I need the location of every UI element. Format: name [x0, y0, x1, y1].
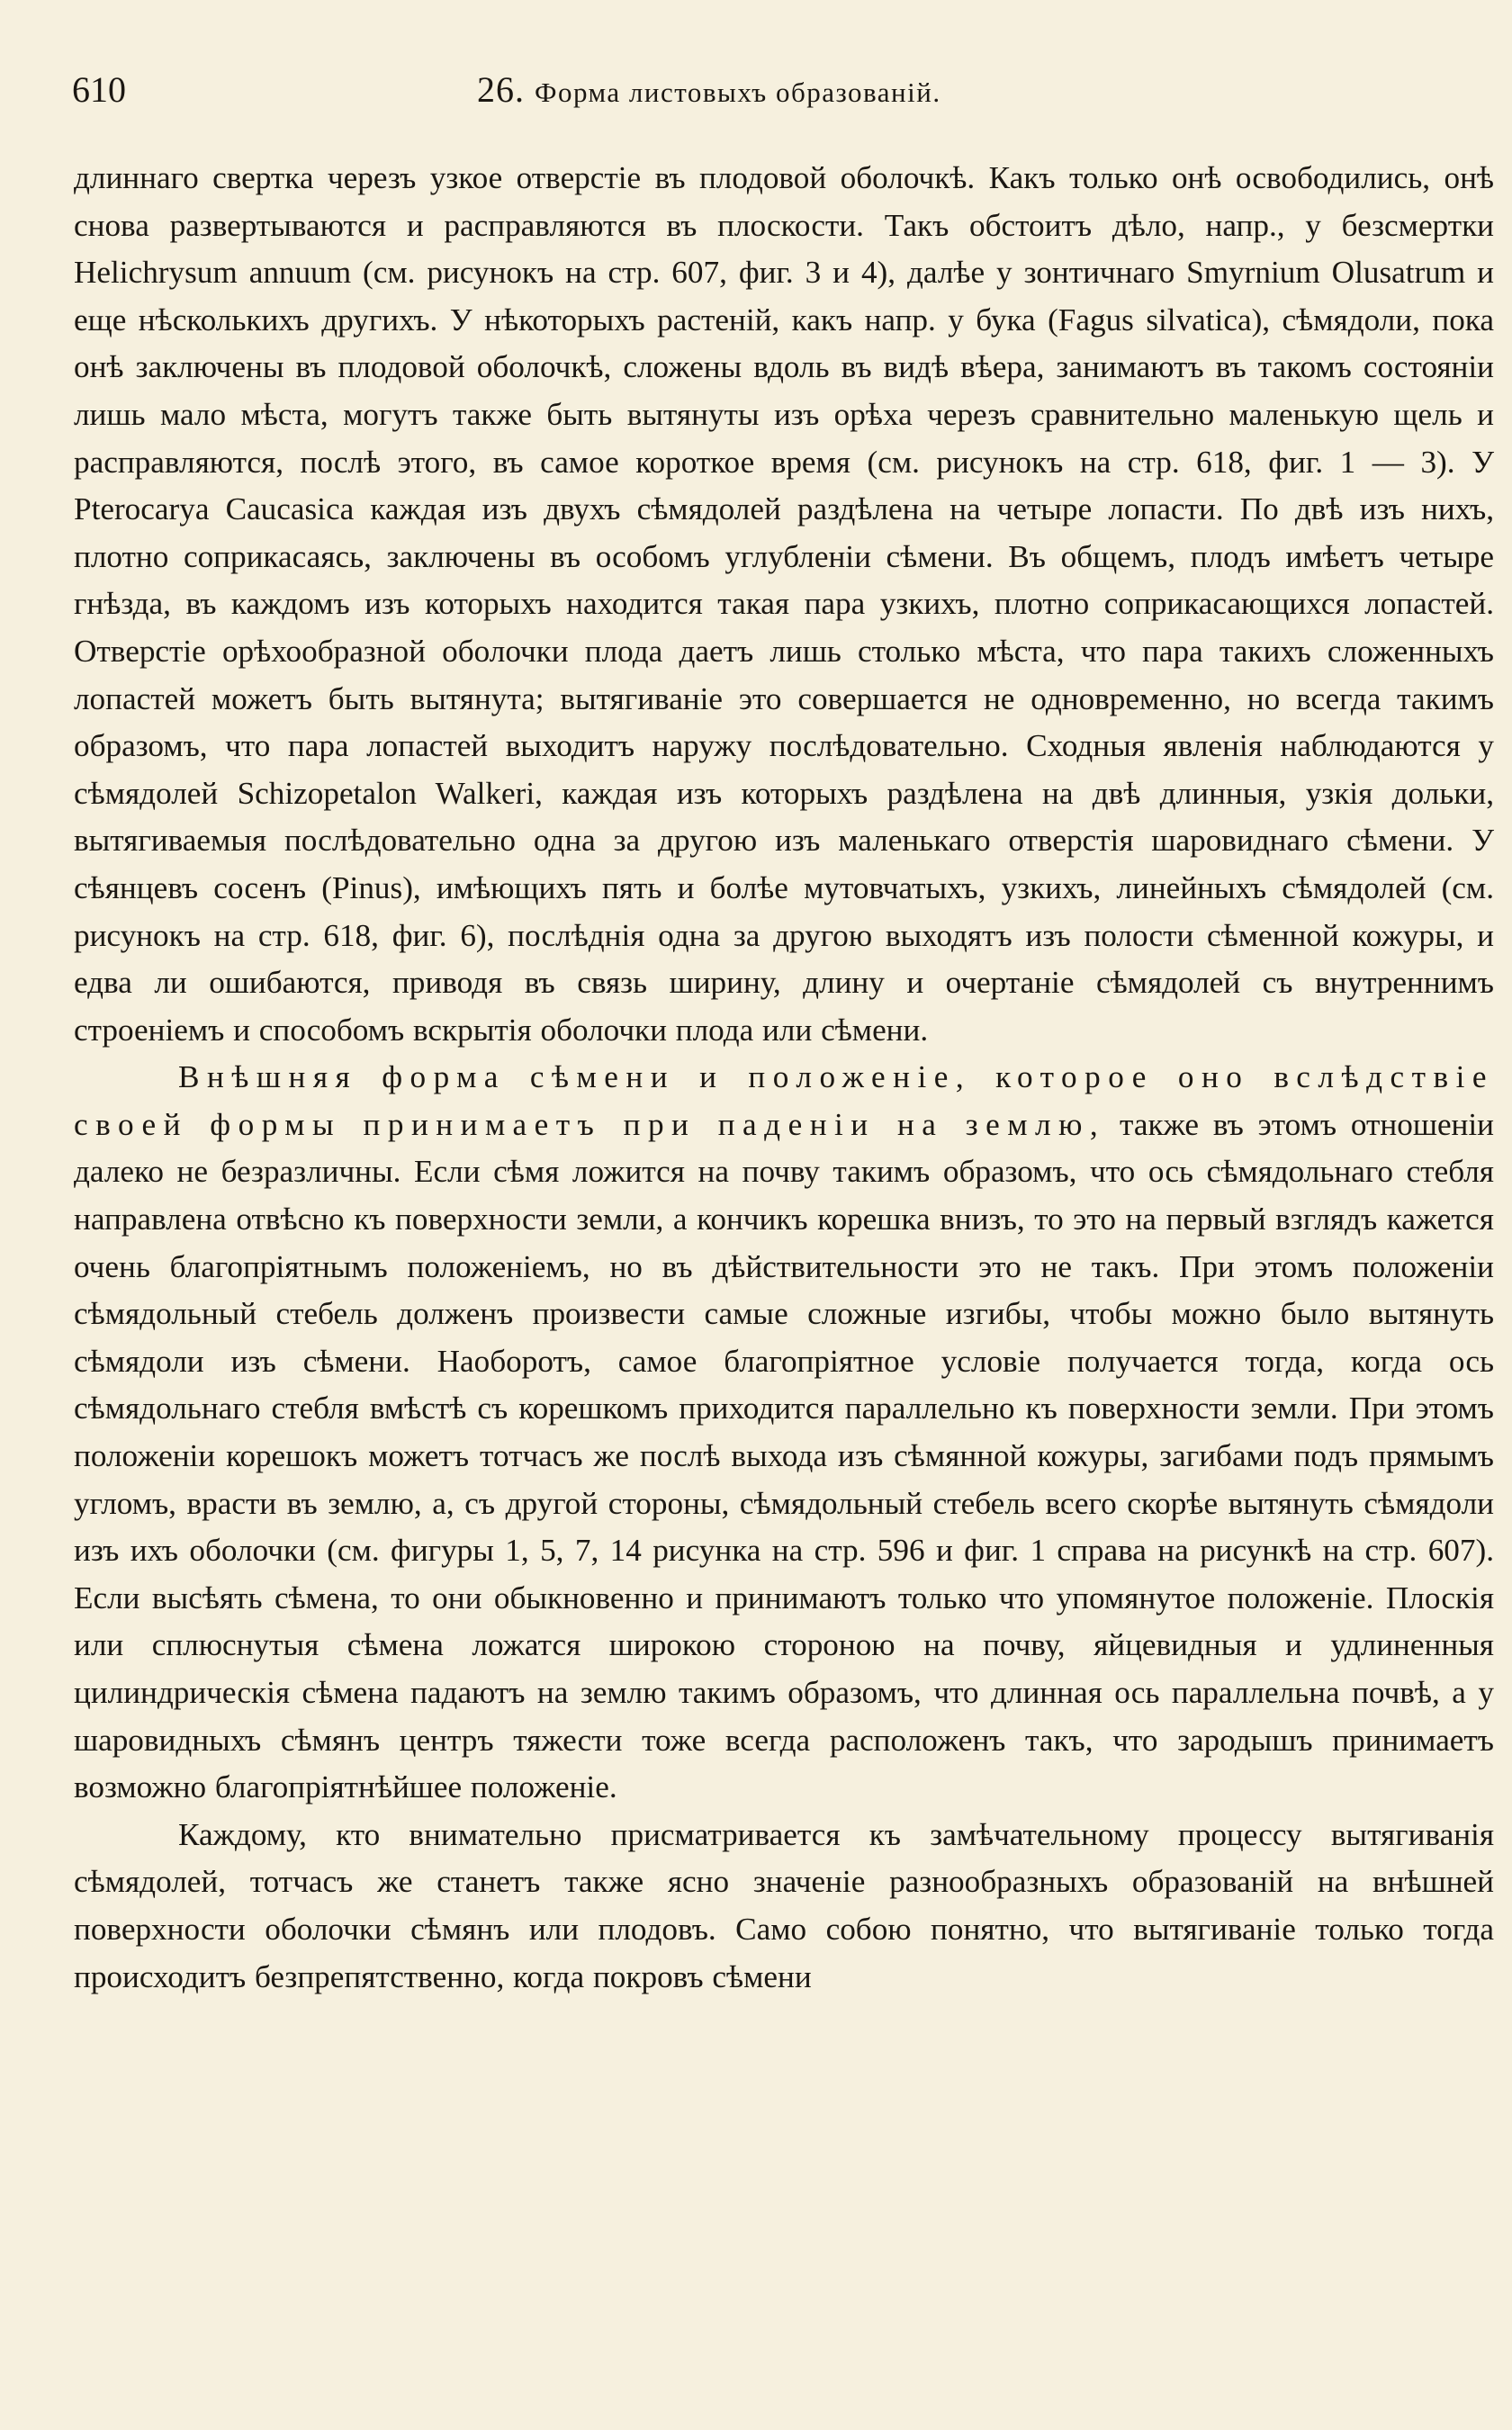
paragraph-text: также въ этомъ отношеніи далеко не безразличны. Если сѣмя ложится на почву такимъ образомъ, что ось сѣмядольнаго стебля направлена отвѣсно къ поверхности земли, а кончикъ корешка внизъ, то это на первый взглядъ кажется очень благопріятнымъ положеніемъ, но въ дѣйствительности это не такъ. При этомъ положеніи сѣмядольный стебель долженъ произвести самые сложные изгибы, чтобы можно было вытянуть сѣмядоли изъ сѣмени. Наоборотъ, самое благопріятное условіе получается тогда, когда ось сѣмядольнаго стебля вмѣстѣ съ корешкомъ приходится параллельно къ поверхности земли. При этомъ положеніи корешокъ можетъ тотчасъ же послѣ выхода изъ сѣмянной кожуры, загибами подъ прямымъ угломъ, врасти въ землю, а, съ другой стороны, сѣмядольный стебель всего скорѣе вытянуть сѣмядоли изъ ихъ оболочки (см. фигуры 1, 5, 7, 14 рисунка на стр. 596 и фиг. 1 справа на рисункѣ на стр. 607). Если высѣять сѣмена, то они обыкновенно и принимаютъ только что упомянутое положеніе. Плоскія или сплюснутыя сѣмена ложатся широкою стороною на почву, яйцевидныя и удлиненныя цилиндрическія сѣмена падаютъ на землю такимъ образомъ, что длинная ось параллельна почвѣ, а у шаровидныхъ сѣмянъ центръ тяжести тоже всегда расположенъ такъ, что зародышъ принимаетъ возможно благопріятнѣйшее положеніе. — [74, 1106, 1494, 1805]
page-header — [72, 63, 1494, 117]
paragraph-3 — [74, 1812, 1494, 2001]
running-title — [477, 63, 941, 120]
spaced-emphasis: Внѣшняя форма сѣмени и положеніе, которое оно вслѣдствіе своей формы принимаетъ при паденіи на землю, — [74, 1059, 1494, 1142]
page-number: 610 — [72, 69, 126, 110]
paragraph-text: длиннаго свертка черезъ узкое отверстіе въ плодовой оболочкѣ. Какъ только онѣ освободились, онѣ снова развертываются и расправляются въ плоскости. Такъ обстоитъ дѣло, напр., у безсмертки Helichrysum annuum (см. рисунокъ на стр. 607, фиг. 3 и 4), далѣе у зонтичнаго Smyrnium Olusatrum и еще нѣсколькихъ другихъ. У нѣкоторыхъ растеній, какъ напр. у бука (Fagus silvatica), сѣмядоли, пока онѣ заключены въ плодовой оболочкѣ, сложены вдоль въ видѣ вѣера, занимаютъ въ такомъ состояніи лишь мало мѣста, могутъ также быть вытянуты изъ орѣха черезъ сравнительно маленькую щель и расправляются, послѣ этого, въ самое короткое время (см. рисунокъ на стр. 618, фиг. 1 — 3). У Pterocarya Caucasica каждая изъ двухъ сѣмядолей раздѣлена на четыре лопасти. По двѣ изъ нихъ, плотно соприкасаясь, заключены въ особомъ углубленіи сѣмени. Въ общемъ, плодъ имѣетъ четыре гнѣзда, въ каждомъ изъ которыхъ находится такая пара узкихъ, плотно соприкасающихся лопастей. Отверстіе орѣхообразной оболочки плода даетъ лишь столько мѣста, что пара такихъ сложенныхъ лопастей можетъ быть вытянута; вытягиваніе это совершается не одновременно, но всегда такимъ образомъ, что пара лопастей выходитъ наружу послѣдовательно. Сходныя явленія наблюдаются у сѣмядолей Schizopetalon Walkeri, каждая изъ которыхъ раздѣлена на двѣ длинныя, узкія дольки, вытягиваемыя послѣдовательно одна за другою изъ маленькаго отверстія шаровиднаго сѣмени. У сѣянцевъ сосенъ (Pinus), имѣющихъ пять и болѣе мутовчатыхъ, узкихъ, линейныхъ сѣмядолей (см. рисунокъ на стр. 618, фиг. 6), послѣднія одна за другою выходятъ изъ полости сѣменной кожуры, и едва ли ошибаются, приводя въ связь ширину, длину и очертаніе сѣмядолей съ внутреннимъ строеніемъ и способомъ вскрытія оболочки плода или сѣмени. — [74, 160, 1494, 1048]
body-text — [74, 155, 1494, 2001]
section-number: 26. — [477, 69, 525, 110]
paragraph-1 — [74, 155, 1494, 1054]
paragraph-2 — [74, 1054, 1494, 1812]
section-title: Форма листовыхъ образованій. — [535, 76, 941, 108]
paragraph-text: Каждому, кто внимательно присматривается къ замѣчательному процессу вытягиванія сѣмядолей, тотчасъ же станетъ также ясно значеніе разнообразныхъ образованій на внѣшней поверхности оболочки сѣмянъ или плодовъ. Само собою понятно, что вытягиваніе только тогда происходитъ безпрепятственно, когда покровъ сѣмени — [74, 1816, 1494, 1994]
